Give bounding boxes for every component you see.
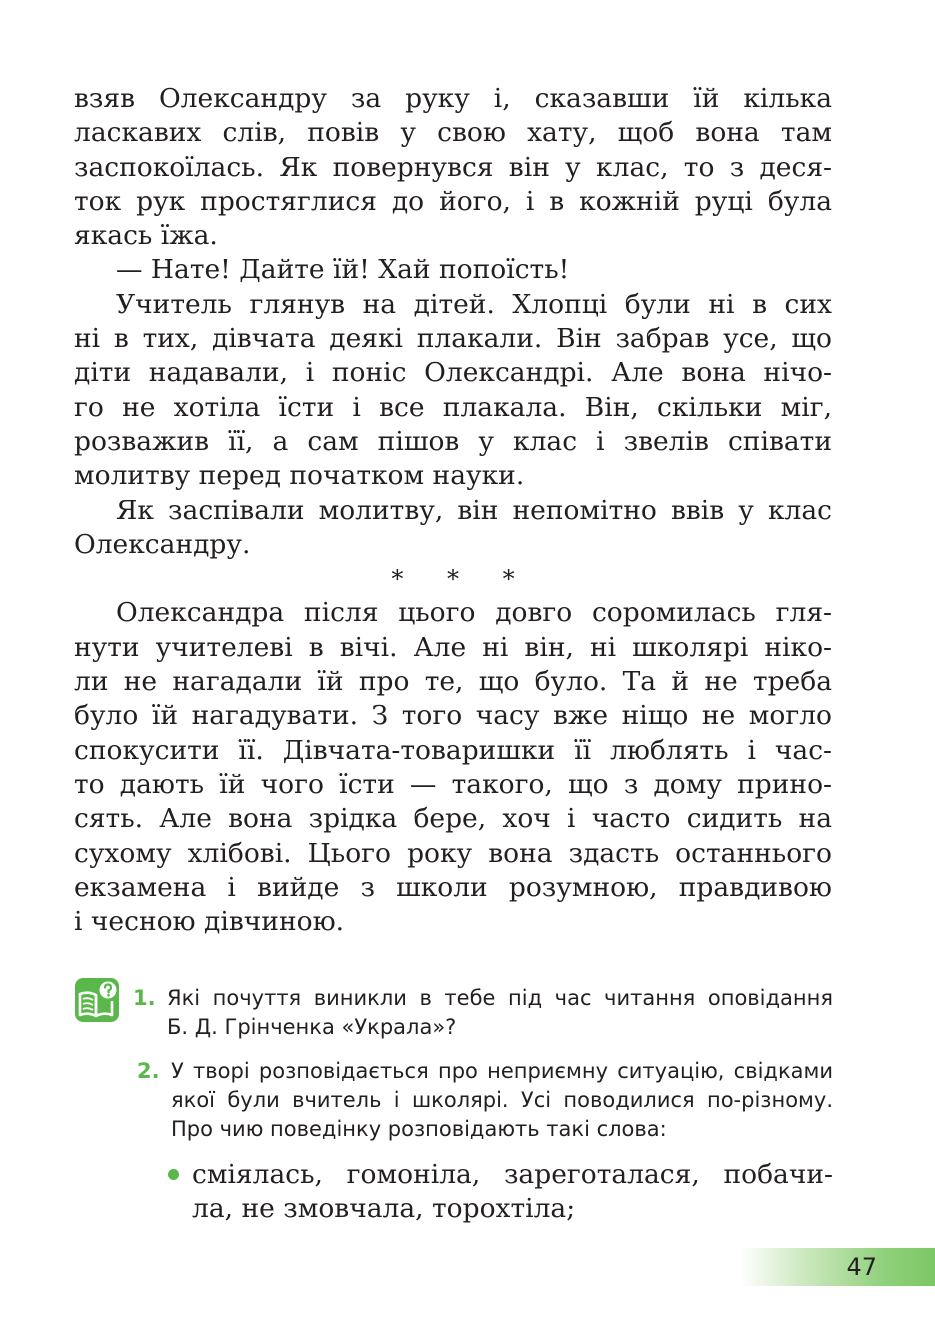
- bullet-dot-icon: [168, 1169, 179, 1180]
- text-line: Олександру.: [74, 528, 251, 560]
- dialogue-line: — Нате! Дайте їй! Хай попоїсть!: [116, 254, 570, 286]
- paragraph: [74, 528, 832, 562]
- text-line: сухому хлібові. Цього року вона здасть останнього: [74, 837, 832, 869]
- paragraph: [74, 596, 832, 630]
- text-line: Учитель глянув на дітей. Хлопці були ні в сих: [116, 288, 832, 320]
- text-line: діти надавали, і поніс Олександрі. Але вона нічо-: [74, 357, 832, 389]
- page-number: 47: [846, 1253, 877, 1281]
- question-2: [137, 1057, 833, 1144]
- story-text: [74, 82, 832, 939]
- text-line: ні в тих, дівчата деякі плакали. Він забрав усе, що: [74, 323, 832, 355]
- paragraph: [74, 82, 832, 219]
- text-line: і чесною дівчиною.: [74, 906, 345, 938]
- text-line: го не хотіла їсти і все плакала. Він, скільки міг,: [74, 391, 832, 423]
- text-line: заспокоїлась. Як повернувся він у клас, то з деся-: [74, 151, 832, 183]
- paragraph: [74, 288, 832, 322]
- bullet-list-item: [168, 1158, 833, 1227]
- question-text: [167, 984, 833, 1042]
- section-separator: * * *: [391, 565, 533, 594]
- paragraph: [74, 905, 832, 939]
- paragraph: [74, 459, 832, 493]
- text-line: ласкавих слів, повів у свою хату, щоб вона там: [74, 117, 832, 149]
- question-number: 2.: [137, 1059, 160, 1083]
- text-line: то дають їй чого їсти — такого, що з дому прино-: [74, 768, 832, 800]
- text-line: якої були вчитель і школярі. Усі поводилися по-різному.: [171, 1088, 833, 1112]
- text-line: молитву перед початком науки.: [74, 460, 525, 492]
- text-line: сять. Але вона зрідка бере, хоч і часто сидить на: [74, 803, 832, 835]
- paragraph: [74, 631, 832, 905]
- paragraph: [74, 494, 832, 528]
- text-line: ток рук простяглися до його, і в кожній руці була: [74, 185, 832, 217]
- paragraph: [74, 322, 832, 459]
- text-line: нути учителеві в вічі. Але ні він, ні школярі ніко-: [74, 631, 832, 663]
- text-line: взяв Олександру за руку і, сказавши їй кілька: [74, 83, 832, 114]
- text-line: У творі розповідається про неприємну ситуацію, свідками: [171, 1059, 833, 1083]
- text-line: розважив її, а сам пішов у клас і звелів співати: [74, 425, 832, 457]
- text-line: Які почуття виникли в тебе під час читання оповідання: [167, 986, 833, 1010]
- page-number-band: [740, 1248, 935, 1286]
- text-line: було їй нагадувати. З того часу вже ніщо не могло: [74, 700, 832, 732]
- book-question-icon: [74, 977, 120, 1023]
- paragraph: [74, 219, 832, 253]
- text-line: ла, не змовчала, торохтіла;: [192, 1193, 576, 1225]
- question-number: 1.: [133, 986, 156, 1010]
- text-line: Про чию поведінку розповідають такі слова:: [171, 1117, 667, 1141]
- question-1: [133, 984, 833, 1042]
- question-text: [171, 1057, 833, 1144]
- text-line: Олександра після цього довго соромилась гля-: [116, 597, 832, 629]
- text-line: якась їжа.: [74, 220, 218, 252]
- text-line: Б. Д. Грінченка «Украла»?: [167, 1015, 457, 1039]
- text-line: сміялась, гомоніла, зареготалася, побачи-: [192, 1159, 833, 1190]
- text-line: Як заспівали молитву, він непомітно ввів у клас: [116, 494, 832, 526]
- bullet-text: [192, 1158, 833, 1227]
- text-line: ли не нагадали їй про те, що було. Та й не треба: [74, 666, 832, 698]
- text-line: екзамена і вийде з школи розумною, правдивою: [74, 871, 832, 903]
- text-line: спокусити її. Дівчата-товаришки її люблять і час-: [74, 734, 832, 766]
